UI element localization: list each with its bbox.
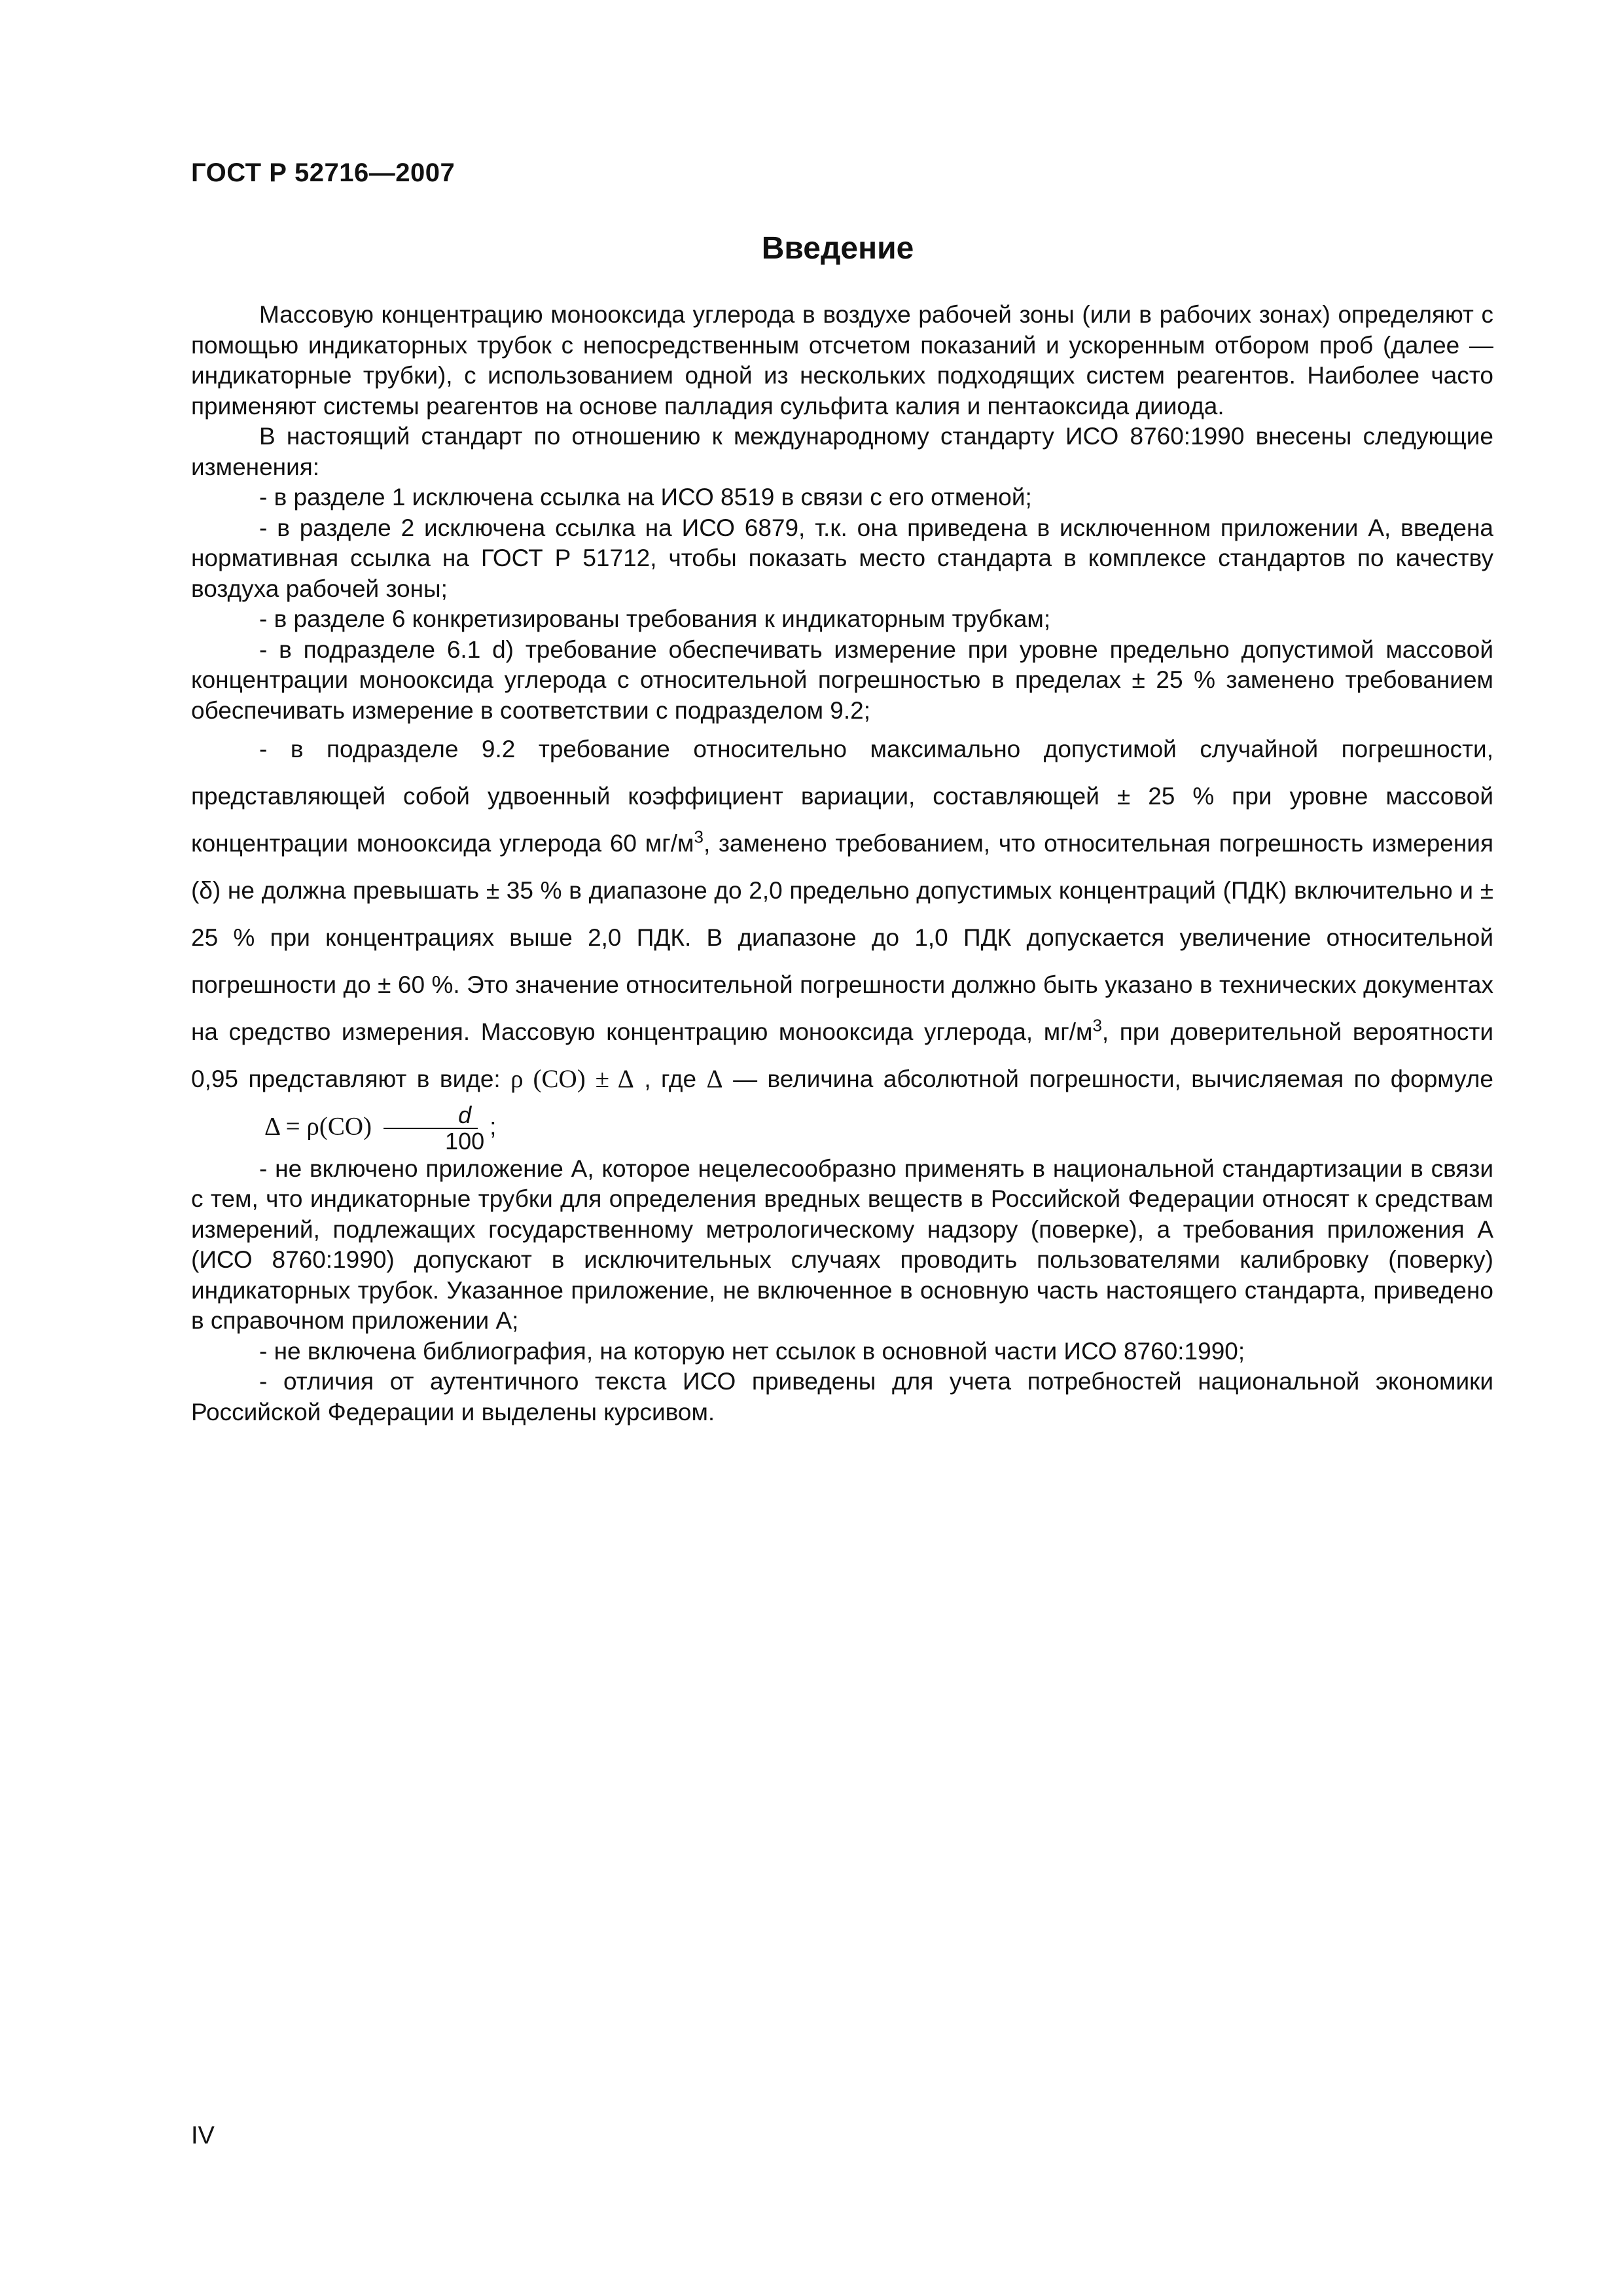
text-run: — величина абсолютной погрешности, вычисляемая по формуле [722, 1066, 1494, 1092]
math-symbol: Δ [706, 1065, 723, 1093]
list-item: - в разделе 1 исключена ссылка на ИСО 8519 в связи с его отменой; [259, 484, 1032, 511]
list-item: - не включено приложение А, которое нецелесообразно применять в национальной стандартизации в связи с тем, что индикаторные трубки для определения вредных веществ в Российской Федерации относят к средствам измерений, подлежащих государственному метрологическому надзору (поверке), а требования приложения А (ИСО 8760:1990) допускают в исключительных случаях проводить пользователями калибровку (поверку) индикаторных трубок. Указанное приложение, не включенное в основную часть настоящего стандарта, приведено в справочном приложении А; [191, 1155, 1493, 1335]
math-expression: ρ (CO) ± Δ [510, 1065, 634, 1093]
list-item: - не включена библиография, на которую нет ссылок в основной части ИСО 8760:1990; [259, 1337, 1245, 1365]
page-number: IV [191, 2122, 215, 2149]
fraction-numerator: d [383, 1103, 478, 1129]
section-title: Введение [761, 231, 914, 266]
text-run: , заменено требованием, что относительная погрешность измерения (δ) не должна превышать ± 35 % в диапазоне до 2,0 предельно допустимых концентраций (ПДК) включительно и ± 25 % при концентрациях выше 2,0 ПДК. В диапазоне до 1,0 ПДК допускается увеличение относительной погрешности до ± 60 %. Это значение относительной погрешности должно быть указано в технических документах на средство измерения. Массовую концентрацию монооксида углерода, мг/м [191, 830, 1493, 1045]
document-id: ГОСТ Р 52716—2007 [191, 158, 455, 187]
superscript: 3 [1092, 1015, 1102, 1035]
superscript: 3 [694, 827, 704, 847]
list-item: - отличия от аутентичного текста ИСО приведены для учета потребностей национальной экономики Российской Федерации и выделены курсивом. [191, 1368, 1493, 1426]
list-item: - в подразделе 6.1 d) требование обеспечивать измерение при уровне предельно допустимой массовой концентрации монооксида углерода с относительной погрешностью в пределах ± 25 % заменено требованием обеспечивать измерение в соответствии с подразделом 9.2; [191, 636, 1493, 724]
body-text [191, 300, 1493, 1427]
fraction-denominator: 100 [445, 1127, 485, 1155]
fraction [374, 1103, 487, 1154]
formula-lhs: Δ = ρ(CO) [264, 1112, 372, 1141]
list-item-with-formula [191, 726, 1493, 1154]
formula [196, 1103, 496, 1154]
paragraph: Массовую концентрацию монооксида углерода в воздухе рабочей зоны (или в рабочих зонах) определяют с помощью индикаторных трубок с непосредственным отсчетом показаний и ускоренным отбором проб (далее — индикаторные трубки), с использованием одной из нескольких подходящих систем реагентов. Наиболее часто применяют системы реагентов на основе палладия сульфита калия и пентаоксида дииода. [191, 301, 1493, 420]
text-run: , при доверительной вероятности 0,95 представляют в виде: [191, 1018, 1494, 1092]
list-item: - в разделе 2 исключена ссылка на ИСО 6879, т.к. она приведена в исключенном приложении А, введена нормативная ссылка на ГОСТ Р 51712, чтобы показать место стандарта в комплексе стандартов по качеству воздуха рабочей зоны; [191, 514, 1493, 602]
list-item: - в разделе 6 конкретизированы требования к индикаторным трубкам; [259, 605, 1051, 632]
text-run: - в подразделе 9.2 требование относительно максимально допустимой случайной погрешности, представляющей собой удвоенный коэффициент вариации, составляющей ± 25 % при уровне массовой концентрации монооксида углерода 60 мг/м [191, 736, 1493, 857]
paragraph: В настоящий стандарт по отношению к международному стандарту ИСО 8760:1990 внесены следующие изменения: [191, 423, 1493, 480]
formula-end: ; [490, 1113, 497, 1140]
text-run: , где [633, 1066, 707, 1092]
